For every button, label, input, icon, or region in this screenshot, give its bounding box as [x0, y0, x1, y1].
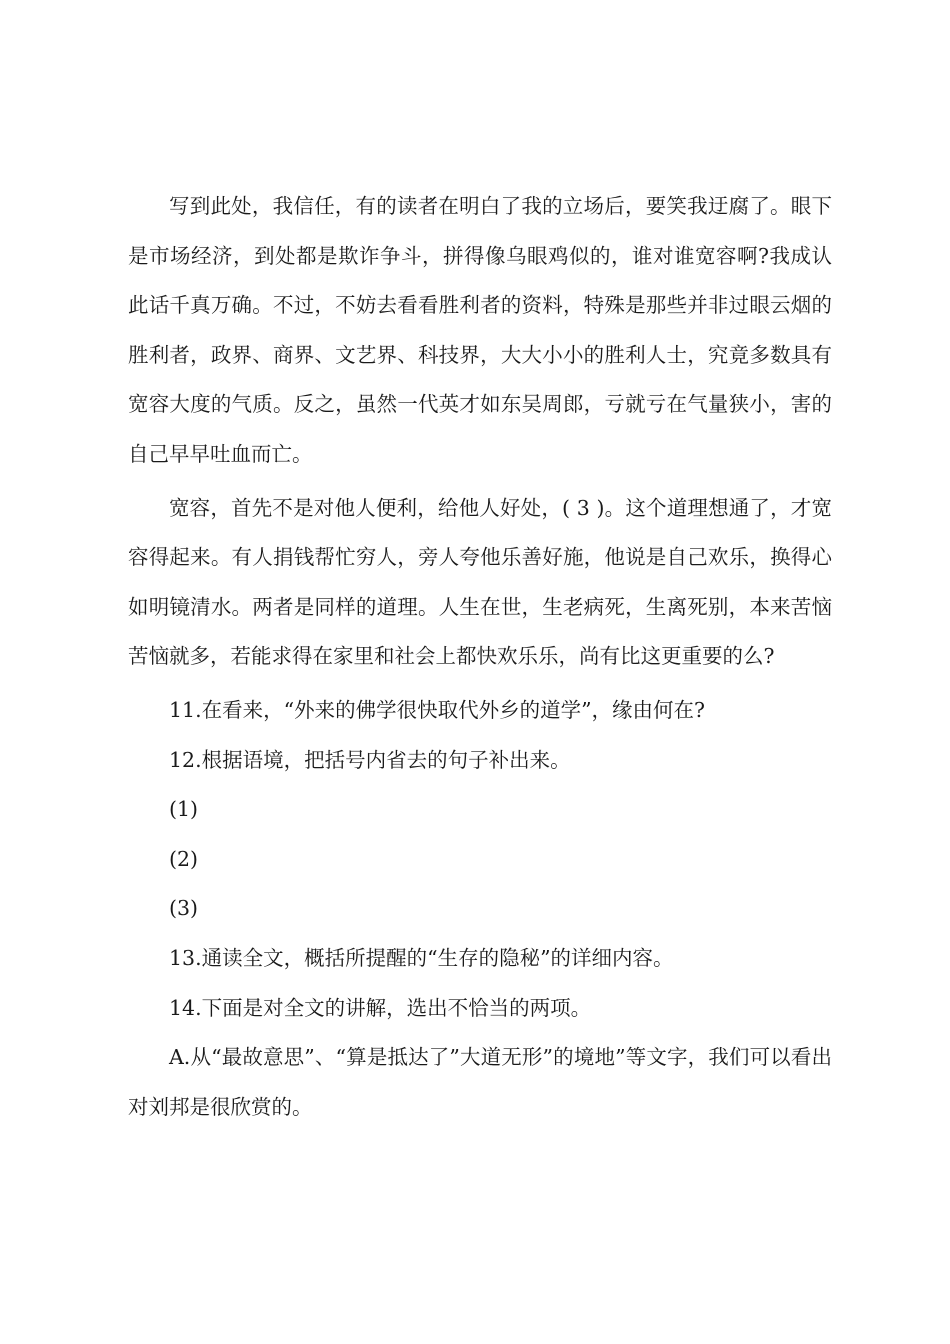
option-a: A.从“最故意思”、“算是抵达了”大道无形”的境地”等文字，我们可以看出对刘邦是很欣赏的。 [128, 1045, 832, 1119]
question-12: 12.根据语境，把括号内省去的句子补出来。 [169, 747, 571, 772]
answer-slot-2: (2) [169, 846, 199, 871]
answer-slot-1: (1) [169, 797, 199, 822]
question-14: 14.下面是对全文的讲解，选出不恰当的两项。 [169, 995, 592, 1020]
answer-slot-3: (3) [169, 896, 199, 921]
paragraph-tolerance-benefit: 宽容，首先不是对他人便利，给他人好处，( 3 )。这个道理想通了，才宽容得起来。有人捐钱帮忙穷人，旁人夸他乐善好施，他说是自己欢乐，换得心如明镜清水。两者是同样的道理。人生在世，生老病死，生离死别，本来苦恼苦恼就多，若能求得在家里和社会上都快欢乐乐，尚有比这更重要的么? [128, 495, 832, 669]
document-body [128, 182, 832, 1132]
paragraph-tolerance-success: 写到此处，我信任，有的读者在明白了我的立场后，要笑我迂腐了。眼下是市场经济，到处都是欺诈争斗，拼得像乌眼鸡似的，谁对谁宽容啊?我成认此话千真万确。不过，不妨去看看胜利者的资料，特殊是那些并非过眼云烟的胜利者，政界、商界、文艺界、科技界，大大小小的胜利人士，究竟多数具有宽容大度的气质。反之，虽然一代英才如东吴周郎，亏就亏在气量狭小，害的自己早早吐血而亡。 [128, 194, 832, 466]
question-13: 13.通读全文，概括所提醒的“生存的隐秘”的详细内容。 [169, 945, 674, 970]
question-11: 11.在看来，“外来的佛学很快取代外乡的道学”，缘由何在? [169, 697, 706, 722]
